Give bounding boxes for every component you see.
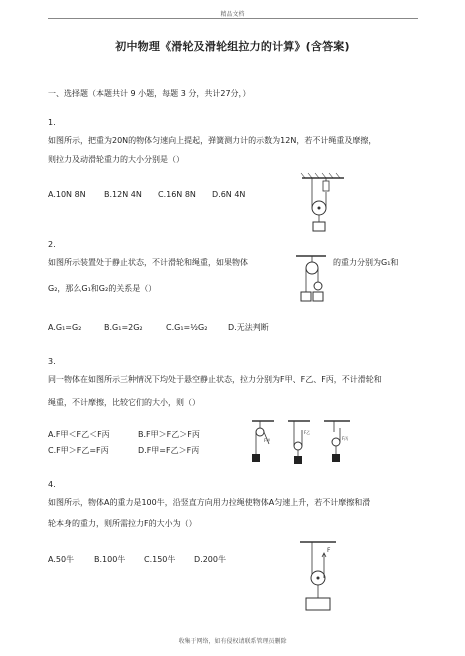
- q3-option-a: A.F甲＜F乙＜F丙: [48, 430, 110, 439]
- q2-text-line2: G₂，那么G₁和G₂的关系是（）: [48, 284, 157, 293]
- page-header: 精品文档: [220, 11, 245, 18]
- q3-fig-label-jia: F甲: [264, 438, 271, 443]
- q1-text-line1: 如图所示，把重为20N的物体匀速向上提起，弹簧测力计的示数为12N，若不计绳重及摩擦，: [48, 136, 377, 145]
- q3-option-c: C.F甲＞F乙=F丙: [48, 446, 109, 455]
- q3-fig-label-yi: F乙: [304, 430, 311, 435]
- q3-text-line1: 同一物体在如图所示三种情况下均处于悬空静止状态，拉力分别为F甲、F乙、F丙，不计滑轮和: [48, 375, 382, 384]
- q4-pulley-figure: [292, 538, 344, 614]
- q2-option-c: C.G₁=½G₂: [166, 323, 208, 332]
- q3-text-line2: 绳重，不计摩擦，比较它们的大小，则（）: [48, 398, 200, 407]
- q3-option-d: D.F甲=F乙＞F丙: [138, 446, 200, 455]
- q1-option-d: D.6N 4N: [212, 190, 246, 199]
- q1-number: 1.: [48, 118, 56, 127]
- q2-text-line1a: 如图所示装置处于静止状态，不计滑轮和绳重，如果物体: [48, 258, 248, 267]
- q3-fig-label-bing: F丙: [342, 436, 349, 441]
- q4-option-d: D.200牛: [194, 555, 226, 564]
- q3-option-b: B.F甲＞F乙＞F丙: [138, 430, 200, 439]
- q4-text-line1: 如图所示，物体A的重力是100牛，沿竖直方向用力拉绳使物体A匀速上升，若不计摩擦和滑: [48, 498, 371, 507]
- q4-option-b: B.100牛: [94, 555, 126, 564]
- section-heading: 一、选择题（本题共计 9 小题，每题 3 分，共计27分，）: [48, 89, 251, 98]
- q2-pulley-figure: [292, 252, 330, 306]
- page-footer: 收集于网络，如有侵权请联系管理员删除: [178, 638, 287, 645]
- q4-option-c: C.150牛: [144, 555, 176, 564]
- q3-pulley-figures: [250, 418, 362, 468]
- q4-fig-label-f: F: [327, 547, 331, 554]
- q2-option-d: D.无法判断: [228, 323, 269, 332]
- q1-option-c: C.16N 8N: [158, 190, 196, 199]
- q3-number: 3.: [48, 357, 56, 366]
- header-rule: [48, 18, 418, 19]
- q1-text-line2: 则拉力及动滑轮重力的大小分别是（）: [48, 155, 184, 164]
- q2-option-a: A.G₁=G₂: [48, 323, 82, 332]
- q4-option-a: A.50牛: [48, 555, 75, 564]
- q4-text-line2: 轮本身的重力，则所需拉力F的大小为（）: [48, 519, 197, 528]
- q1-pulley-figure: [296, 172, 350, 234]
- q2-option-b: B.G₁=2G₂: [104, 323, 143, 332]
- page-title: 初中物理《滑轮及滑轮组拉力的计算》(含答案): [115, 40, 350, 53]
- q1-option-b: B.12N 4N: [104, 190, 142, 199]
- q2-number: 2.: [48, 240, 56, 249]
- q4-number: 4.: [48, 480, 56, 489]
- q1-option-a: A.10N 8N: [48, 190, 86, 199]
- q2-text-line1b: 的重力分别为G₁和: [333, 258, 399, 267]
